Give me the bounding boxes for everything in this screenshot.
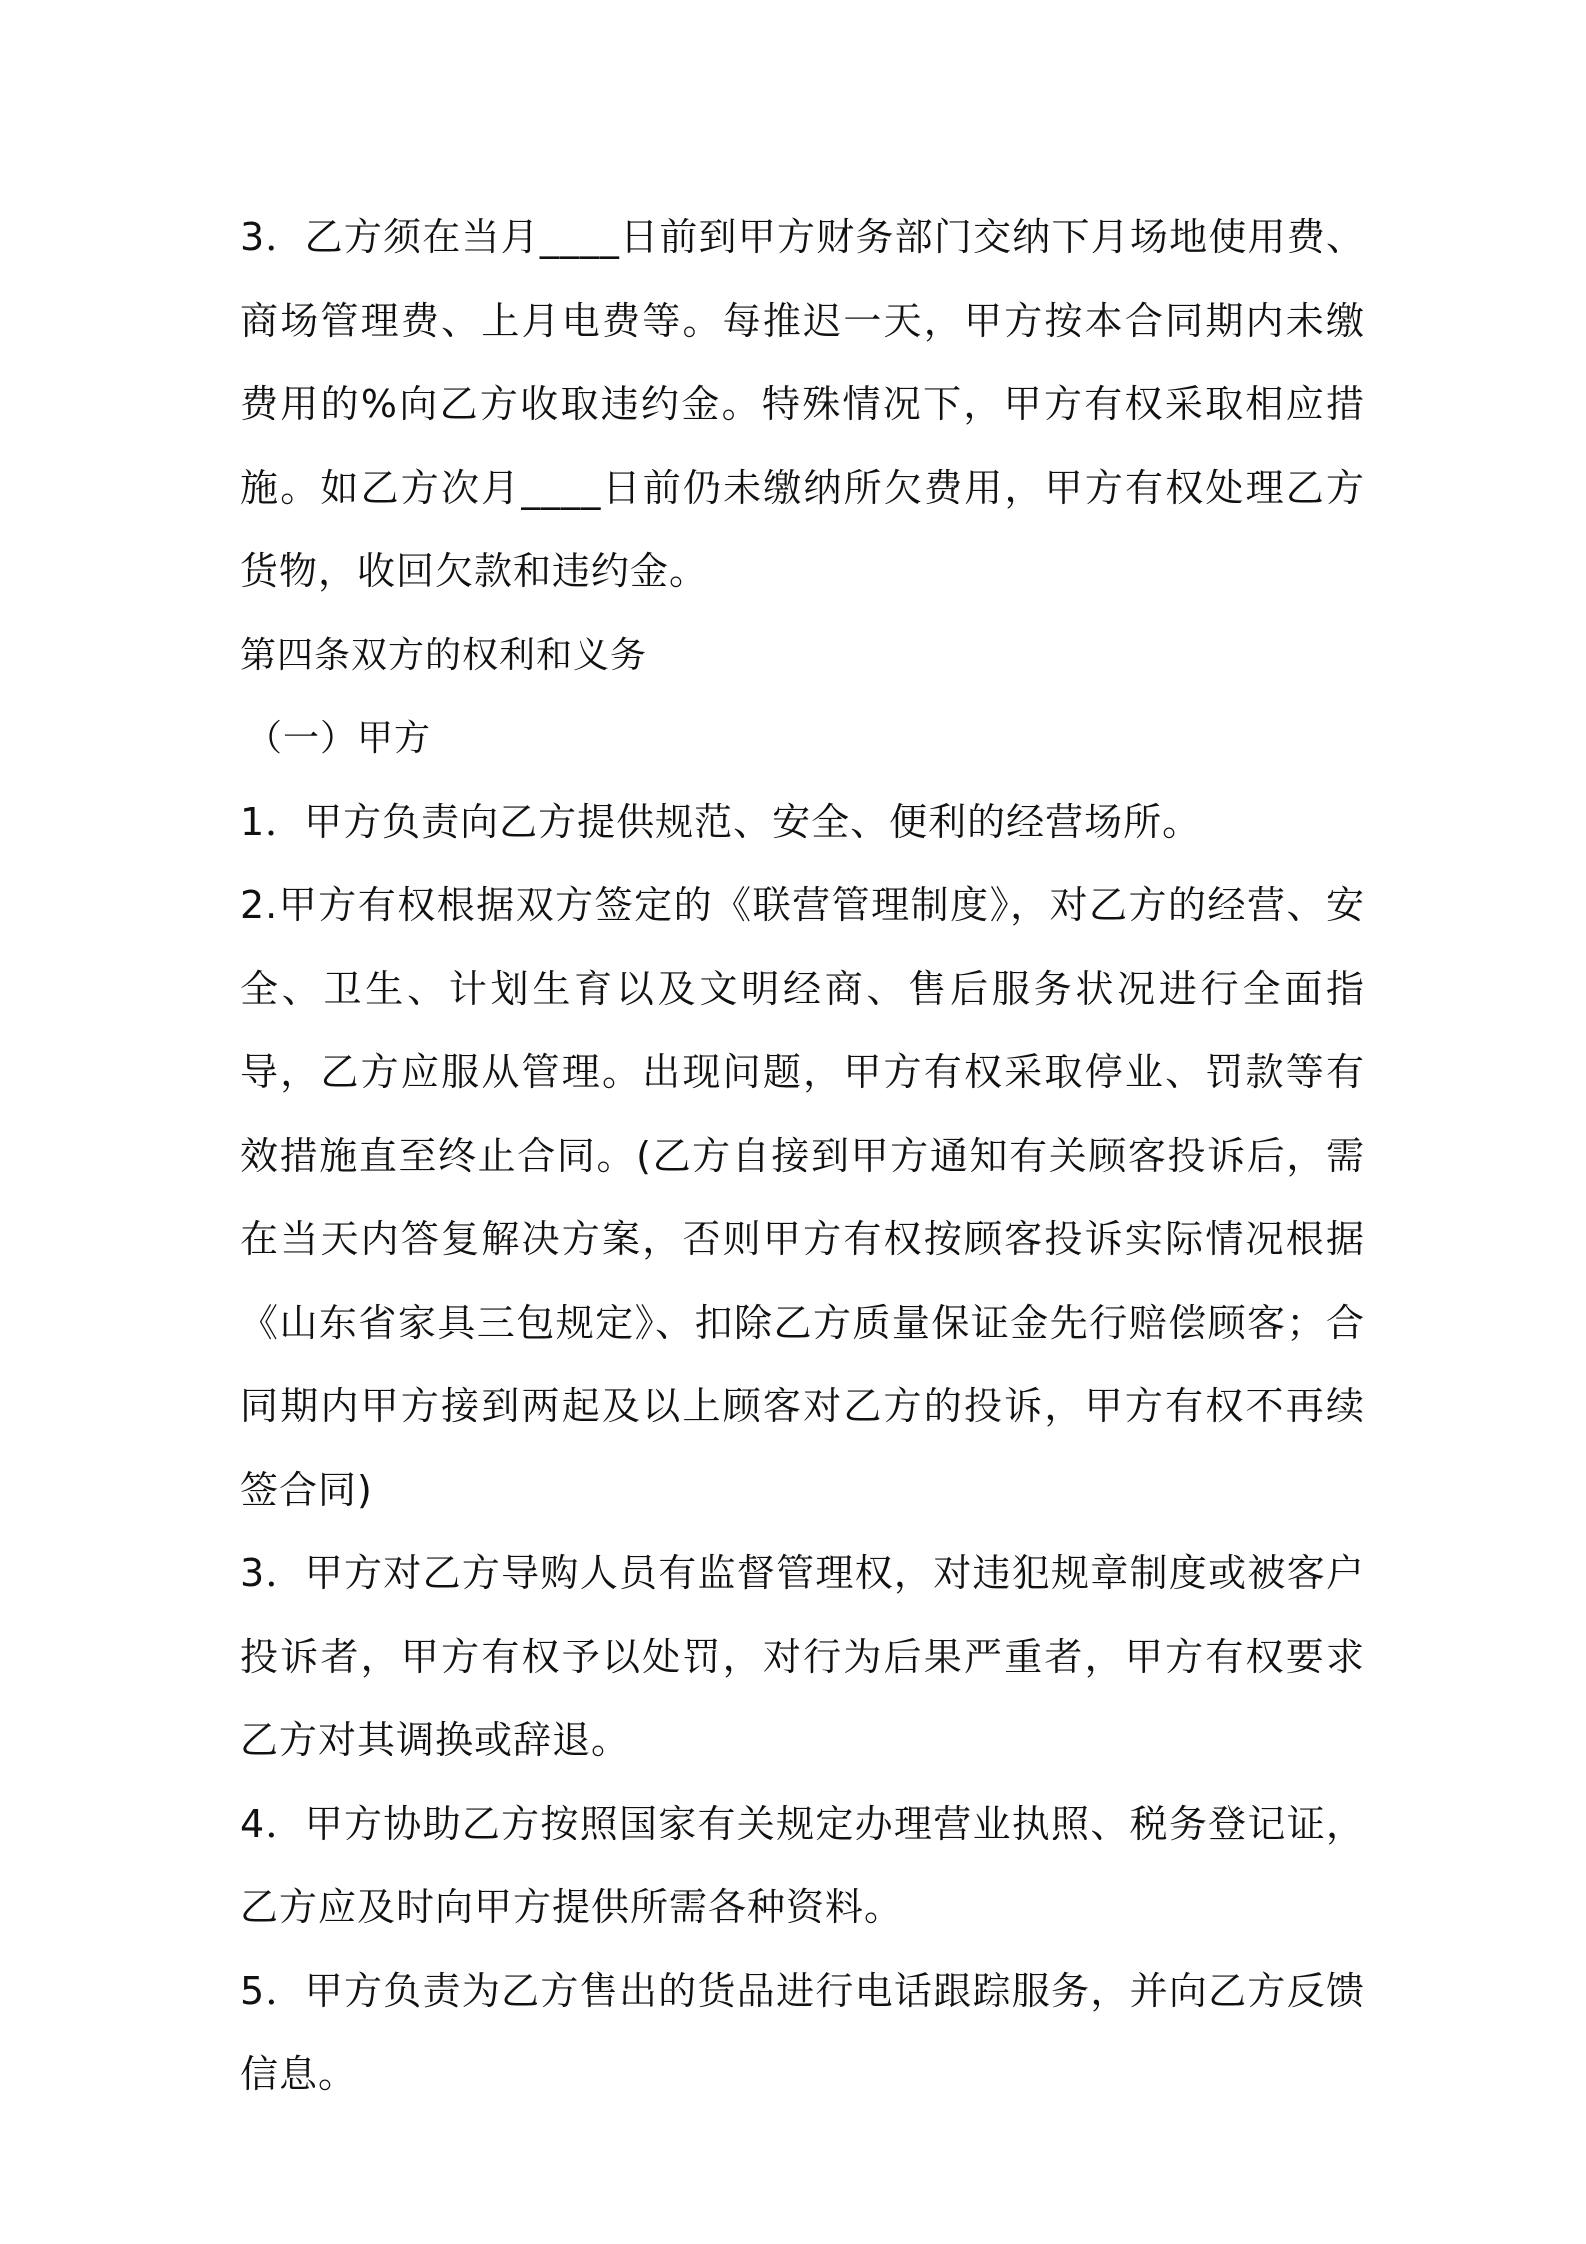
party-a-item-4: 4．甲方协助乙方按照国家有关规定办理营业执照、税务登记证，乙方应及时向甲方提供所需各种资料。 bbox=[240, 1801, 1365, 1929]
party-a-heading: （一）甲方 bbox=[246, 718, 432, 759]
party-a-item-2: 2.甲方有权根据双方签定的《联营管理制度》，对乙方的经营、安全、卫生、计划生育以及文明经商、售后服务状况进行全面指导，乙方应服从管理。出现问题，甲方有权采取停业、罚款等有效措施直至终止合同。(乙方自接到甲方通知有关顾客投诉后，需在当天内答复解决方案，否则甲方有权按顾客投诉实际情况根据《山东省家具三包规定》、扣除乙方质量保证金先行赔偿顾客；合同期内甲方接到两起及以上顾客对乙方的投诉，甲方有权不再续签合同) bbox=[240, 883, 1365, 1512]
party-a-item-5: 5．甲方负责为乙方售出的货品进行电话跟踪服务，并向乙方反馈信息。 bbox=[240, 1968, 1365, 2096]
party-a-item-1: 1．甲方负责向乙方提供规范、安全、便利的经营场所。 bbox=[240, 799, 1202, 844]
party-a-item-3: 3．甲方对乙方导购人员有监督管理权，对违犯规章制度或被客户投诉者，甲方有权予以处罚，对行为后果严重者，甲方有权要求乙方对其调换或辞退。 bbox=[240, 1551, 1365, 1762]
article-4-title: 第四条双方的权利和义务 bbox=[240, 634, 648, 676]
paragraph-clause-3-fees: 3．乙方须在当月____日前到甲方财务部门交纳下月场地使用费、商场管理费、上月电费等。每推迟一天，甲方按本合同期内未缴费用的%向乙方收取违约金。特殊情况下，甲方有权采取相应措施。如乙方次月____日前仍未缴纳所欠费用，甲方有权处理乙方货物，收回欠款和违约金。 bbox=[240, 215, 1365, 593]
document-body bbox=[240, 196, 1365, 2117]
